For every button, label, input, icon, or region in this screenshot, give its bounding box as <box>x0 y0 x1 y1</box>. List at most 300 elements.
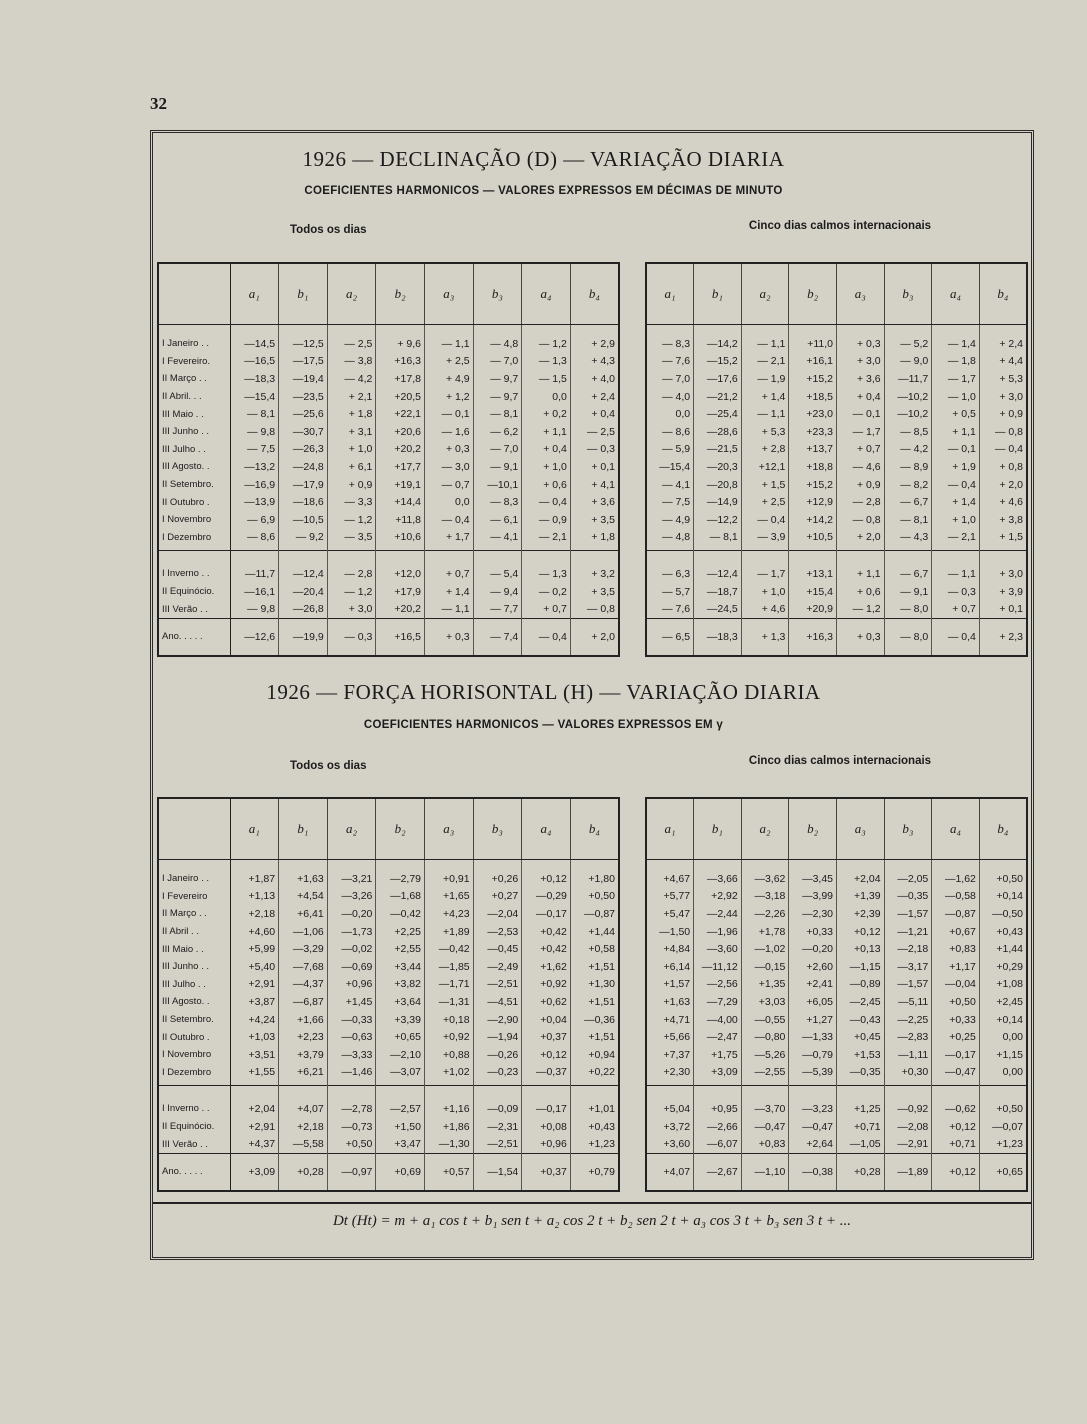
table-cell: — 0,4 <box>425 511 474 529</box>
table-cell: —24,8 <box>279 458 328 476</box>
table-cell: +6,14 <box>646 958 694 976</box>
table-cell: +15,4 <box>789 583 837 601</box>
table-cell: — 0,3 <box>570 441 619 459</box>
season-row <box>158 1118 619 1136</box>
table-cell: +3,51 <box>230 1046 279 1064</box>
month-row <box>158 325 619 353</box>
table-cell: +1,02 <box>425 1064 474 1086</box>
table-cell: —7,68 <box>279 958 328 976</box>
table-cell: + 0,4 <box>570 405 619 423</box>
table-cell: +0,12 <box>522 860 571 888</box>
table-cell: —6,07 <box>694 1135 742 1153</box>
table-cell: —0,55 <box>741 1011 789 1029</box>
table-cell: —1,33 <box>789 1028 837 1046</box>
column-header: b₂ <box>376 798 425 860</box>
season-row <box>646 583 1027 601</box>
table-cell: —20,4 <box>279 583 328 601</box>
table-cell: +3,09 <box>230 1153 279 1191</box>
table-cell: —0,62 <box>932 1086 980 1118</box>
table-cell: —5,58 <box>279 1135 328 1153</box>
page-number: 32 <box>150 94 167 113</box>
table-cell: + 3,6 <box>570 493 619 511</box>
column-header: b₂ <box>789 798 837 860</box>
table-cell: — 1,5 <box>522 370 571 388</box>
table-cell: —1,11 <box>884 1046 932 1064</box>
season-row <box>158 583 619 601</box>
year-row <box>646 618 1027 656</box>
table-cell: +1,44 <box>570 923 619 941</box>
table-cell: — 7,4 <box>473 618 522 656</box>
table-cell: + 0,9 <box>327 476 376 494</box>
month-row <box>158 1011 619 1029</box>
table-cell: +0,42 <box>522 923 571 941</box>
table-cell: +10,5 <box>789 529 837 551</box>
table-cell: +0,96 <box>522 1135 571 1153</box>
row-label: II Equinócio. <box>158 583 230 601</box>
table-cell: +4,71 <box>646 1011 694 1029</box>
month-row <box>646 458 1027 476</box>
month-row <box>646 1064 1027 1086</box>
table-cell: + 2,9 <box>570 325 619 353</box>
column-header: b₁ <box>279 798 328 860</box>
month-row <box>646 993 1027 1011</box>
harmonic-formula: Dt (Ht) = m + a₁ cos t + b₁ sen t + a₂ cos 2 t + b₂ sen 2 t + a₃ cos 3 t + b₃ sen 3 t + ... <box>332 1213 852 1229</box>
column-header: b₂ <box>789 263 837 325</box>
table-cell: +2,18 <box>279 1118 328 1136</box>
table-cell: +4,23 <box>425 905 474 923</box>
table-cell: +1,55 <box>230 1064 279 1086</box>
table-cell: +0,43 <box>570 1118 619 1136</box>
declination-left-label: Todos os dias <box>290 224 367 236</box>
table-cell: + 2,5 <box>425 353 474 371</box>
table-cell: —2,30 <box>789 905 837 923</box>
row-label: I Novembro <box>158 511 230 529</box>
column-header: b₄ <box>979 798 1027 860</box>
table-cell: —18,6 <box>279 493 328 511</box>
month-row <box>158 1064 619 1086</box>
table-cell: +13,1 <box>789 551 837 583</box>
table-cell: — 1,9 <box>741 370 789 388</box>
formula-separator <box>153 1202 1031 1204</box>
table-cell: +0,62 <box>522 993 571 1011</box>
table-cell: + 2,8 <box>741 441 789 459</box>
table-cell: —0,33 <box>327 1011 376 1029</box>
header-row <box>158 263 619 325</box>
table-cell: —10,5 <box>279 511 328 529</box>
table-cell: + 1,9 <box>932 458 980 476</box>
table-cell: —3,66 <box>694 860 742 888</box>
table-cell: — 8,1 <box>230 405 279 423</box>
table-cell: — 0,1 <box>425 405 474 423</box>
table-cell: —0,09 <box>473 1086 522 1118</box>
table-cell: — 9,8 <box>230 423 279 441</box>
month-row <box>158 976 619 994</box>
table-cell: + 1,8 <box>327 405 376 423</box>
table-cell: +3,72 <box>646 1118 694 1136</box>
table-cell: +10,6 <box>376 529 425 551</box>
table-cell: + 3,0 <box>979 388 1027 406</box>
table-cell: — 4,9 <box>646 511 694 529</box>
table-cell: —1,21 <box>884 923 932 941</box>
table-cell: +4,24 <box>230 1011 279 1029</box>
table-cell: —2,45 <box>837 993 885 1011</box>
table-cell: +1,39 <box>837 888 885 906</box>
row-label: II Setembro. <box>158 476 230 494</box>
month-row <box>158 476 619 494</box>
table-cell: — 7,6 <box>646 600 694 618</box>
table-cell: +0,92 <box>522 976 571 994</box>
table-cell: +3,39 <box>376 1011 425 1029</box>
table-cell: — 8,6 <box>230 529 279 551</box>
table-cell: +2,60 <box>789 958 837 976</box>
table-cell: —1,62 <box>932 860 980 888</box>
table-cell: — 2,1 <box>932 529 980 551</box>
season-row <box>158 1135 619 1153</box>
table-cell: + 1,4 <box>741 388 789 406</box>
table-cell: +0,37 <box>522 1153 571 1191</box>
row-label: I Janeiro . . <box>158 860 230 888</box>
table-cell: —1,71 <box>425 976 474 994</box>
month-row <box>646 441 1027 459</box>
force-subtitle: COEFICIENTES HARMONICOS — VALORES EXPRESSOS EM γ <box>363 719 724 731</box>
table-cell: +3,09 <box>694 1064 742 1086</box>
table-cell: — 1,2 <box>522 325 571 353</box>
table-cell: + 4,6 <box>979 493 1027 511</box>
table-cell: —4,37 <box>279 976 328 994</box>
table-cell: +1,66 <box>279 1011 328 1029</box>
column-header: b₁ <box>279 263 328 325</box>
table-cell: +2,45 <box>979 993 1027 1011</box>
month-row <box>158 511 619 529</box>
table-cell: 0,0 <box>646 405 694 423</box>
table-cell: +1,80 <box>570 860 619 888</box>
column-header: a₁ <box>646 798 694 860</box>
table-cell: — 0,8 <box>979 423 1027 441</box>
table-cell: + 1,8 <box>570 529 619 551</box>
season-row <box>646 1118 1027 1136</box>
table-cell: +3,47 <box>376 1135 425 1153</box>
table-cell: —3,33 <box>327 1046 376 1064</box>
table-cell: +23,3 <box>789 423 837 441</box>
table-cell: +0,22 <box>570 1064 619 1086</box>
table-cell: —1,94 <box>473 1028 522 1046</box>
table-cell: — 0,3 <box>932 583 980 601</box>
month-row <box>646 493 1027 511</box>
table-cell: — 4,8 <box>473 325 522 353</box>
table-cell: — 7,0 <box>646 370 694 388</box>
column-header: b₃ <box>884 263 932 325</box>
table-cell: —2,44 <box>694 905 742 923</box>
table-cell: —0,42 <box>376 905 425 923</box>
season-row <box>646 551 1027 583</box>
table-cell: + 3,1 <box>327 423 376 441</box>
table-cell: +0,50 <box>979 1086 1027 1118</box>
table-cell: + 4,0 <box>570 370 619 388</box>
table-cell: — 3,9 <box>741 529 789 551</box>
table-cell: —3,45 <box>789 860 837 888</box>
table-cell: —18,3 <box>694 618 742 656</box>
table-cell: +12,0 <box>376 551 425 583</box>
table-cell: — 9,2 <box>279 529 328 551</box>
table-cell: —0,15 <box>741 958 789 976</box>
table-cell: 0,0 <box>425 493 474 511</box>
table-cell: — 0,4 <box>932 476 980 494</box>
table-cell: — 7,0 <box>473 441 522 459</box>
table-cell: — 1,7 <box>741 551 789 583</box>
row-label: III Agosto. . <box>158 458 230 476</box>
table-cell: +0,28 <box>837 1153 885 1191</box>
table-cell: —0,35 <box>837 1064 885 1086</box>
table-cell: — 1,7 <box>932 370 980 388</box>
table-cell: + 1,1 <box>837 551 885 583</box>
month-row <box>158 405 619 423</box>
table-cell: +1,01 <box>570 1086 619 1118</box>
table-cell: +2,25 <box>376 923 425 941</box>
table-cell: +4,07 <box>279 1086 328 1118</box>
table-cell: —21,2 <box>694 388 742 406</box>
table-cell: — 3,0 <box>425 458 474 476</box>
force-calm-days-table <box>645 797 1028 1192</box>
table-cell: —0,80 <box>741 1028 789 1046</box>
table-cell: —3,23 <box>789 1086 837 1118</box>
table-cell: — 9,1 <box>884 583 932 601</box>
declination-all-days-table <box>157 262 620 657</box>
row-label: III Verão . . <box>158 600 230 618</box>
table-cell: +0,14 <box>979 888 1027 906</box>
table-cell: —1,96 <box>694 923 742 941</box>
month-row <box>646 1046 1027 1064</box>
table-cell: +4,07 <box>646 1153 694 1191</box>
table-cell: +0,67 <box>932 923 980 941</box>
table-cell: +11,8 <box>376 511 425 529</box>
table-cell: +2,04 <box>230 1086 279 1118</box>
table-cell: + 0,5 <box>932 405 980 423</box>
column-header: b₃ <box>473 263 522 325</box>
table-cell: +2,41 <box>789 976 837 994</box>
month-row <box>646 888 1027 906</box>
table-cell: —2,04 <box>473 905 522 923</box>
table-cell: —2,53 <box>473 923 522 941</box>
table-cell: — 0,8 <box>570 600 619 618</box>
table-cell: +0,33 <box>789 923 837 941</box>
row-label: III Junho . . <box>158 958 230 976</box>
month-row <box>646 476 1027 494</box>
month-row <box>646 511 1027 529</box>
table-cell: —0,89 <box>837 976 885 994</box>
table-cell: —1,10 <box>741 1153 789 1191</box>
table-cell: +6,21 <box>279 1064 328 1086</box>
table-cell: +0,26 <box>473 860 522 888</box>
column-header: a₃ <box>425 798 474 860</box>
table-cell: +1,23 <box>570 1135 619 1153</box>
table-cell: —4,00 <box>694 1011 742 1029</box>
table-cell: + 0,6 <box>837 583 885 601</box>
table-cell: — 0,4 <box>522 618 571 656</box>
table-cell: +17,8 <box>376 370 425 388</box>
month-row <box>646 370 1027 388</box>
header-blank <box>158 798 230 860</box>
table-cell: + 0,7 <box>837 441 885 459</box>
month-row <box>646 860 1027 888</box>
table-cell: — 8,0 <box>884 618 932 656</box>
table-cell: —18,3 <box>230 370 279 388</box>
table-cell: +0,14 <box>979 1011 1027 1029</box>
table-cell: + 1,4 <box>932 493 980 511</box>
table-cell: —0,47 <box>932 1064 980 1086</box>
month-row <box>646 976 1027 994</box>
table-cell: + 0,2 <box>522 405 571 423</box>
table-cell: +1,35 <box>741 976 789 994</box>
table-cell: +1,78 <box>741 923 789 941</box>
table-cell: —3,07 <box>376 1064 425 1086</box>
table-cell: +0,79 <box>570 1153 619 1191</box>
declination-right-label: Cinco dias calmos internacionais <box>748 220 932 232</box>
table-cell: —2,49 <box>473 958 522 976</box>
table-cell: —25,4 <box>694 405 742 423</box>
row-label: III Agosto. . <box>158 993 230 1011</box>
table-cell: +2,39 <box>837 905 885 923</box>
table-cell: +1,16 <box>425 1086 474 1118</box>
table-cell: + 1,1 <box>932 423 980 441</box>
table-cell: —0,92 <box>884 1086 932 1118</box>
month-row <box>646 958 1027 976</box>
table-cell: + 3,2 <box>570 551 619 583</box>
row-label: II Setembro. <box>158 1011 230 1029</box>
table-cell: +20,5 <box>376 388 425 406</box>
table-cell: —0,02 <box>327 940 376 958</box>
table-cell: +2,04 <box>837 860 885 888</box>
table-cell: +19,1 <box>376 476 425 494</box>
season-row <box>158 600 619 618</box>
table-cell: —2,08 <box>884 1118 932 1136</box>
table-cell: + 2,0 <box>837 529 885 551</box>
season-row <box>158 551 619 583</box>
table-cell: +0,83 <box>932 940 980 958</box>
table-cell: — 6,2 <box>473 423 522 441</box>
table-cell: +0,50 <box>327 1135 376 1153</box>
table-cell: — 1,8 <box>932 353 980 371</box>
table-cell: —0,87 <box>932 905 980 923</box>
table-cell: +2,30 <box>646 1064 694 1086</box>
header-row <box>646 263 1027 325</box>
table-cell: + 4,6 <box>741 600 789 618</box>
table-cell: + 0,9 <box>979 405 1027 423</box>
table-cell: — 1,4 <box>932 325 980 353</box>
table-cell: +2,23 <box>279 1028 328 1046</box>
row-label: III Maio . . <box>158 940 230 958</box>
row-label: I Novembro <box>158 1046 230 1064</box>
table-cell: + 2,0 <box>570 618 619 656</box>
table-cell: —0,69 <box>327 958 376 976</box>
table-cell: +12,9 <box>789 493 837 511</box>
table-cell: + 2,1 <box>327 388 376 406</box>
table-cell: —0,38 <box>789 1153 837 1191</box>
table-cell: +0,69 <box>376 1153 425 1191</box>
row-label: II Março . . <box>158 905 230 923</box>
table-cell: + 1,7 <box>425 529 474 551</box>
table-cell: +17,9 <box>376 583 425 601</box>
table-cell: —2,10 <box>376 1046 425 1064</box>
table-cell: +1,03 <box>230 1028 279 1046</box>
column-header: a₁ <box>646 263 694 325</box>
month-row <box>646 405 1027 423</box>
table-cell: +13,7 <box>789 441 837 459</box>
table-cell: —15,2 <box>694 353 742 371</box>
table-cell: +1,75 <box>694 1046 742 1064</box>
table-cell: —0,37 <box>522 1064 571 1086</box>
table-cell: —10,1 <box>473 476 522 494</box>
table-cell: — 8,0 <box>884 600 932 618</box>
row-label: I Dezembro <box>158 529 230 551</box>
table-cell: +20,9 <box>789 600 837 618</box>
table-cell: —2,56 <box>694 976 742 994</box>
table-cell: + 4,3 <box>570 353 619 371</box>
table-cell: — 4,6 <box>837 458 885 476</box>
column-header: a₃ <box>837 263 885 325</box>
table-cell: — 6,7 <box>884 493 932 511</box>
table-cell: + 1,2 <box>425 388 474 406</box>
table-cell: + 0,1 <box>570 458 619 476</box>
table-cell: +0,96 <box>327 976 376 994</box>
table-cell: +14,4 <box>376 493 425 511</box>
table-cell: —1,54 <box>473 1153 522 1191</box>
table-cell: +1,45 <box>327 993 376 1011</box>
month-row <box>158 860 619 888</box>
table-cell: — 2,8 <box>327 551 376 583</box>
table-cell: —12,2 <box>694 511 742 529</box>
table-cell: +0,18 <box>425 1011 474 1029</box>
table-cell: + 2,5 <box>741 493 789 511</box>
table-cell: — 0,4 <box>979 441 1027 459</box>
table-cell: —2,51 <box>473 1135 522 1153</box>
table-cell: —1,06 <box>279 923 328 941</box>
table-cell: +1,57 <box>646 976 694 994</box>
month-row <box>158 940 619 958</box>
table-cell: +1,44 <box>979 940 1027 958</box>
column-header: a₄ <box>522 798 571 860</box>
table-cell: +16,3 <box>789 618 837 656</box>
table-cell: + 6,1 <box>327 458 376 476</box>
month-row <box>646 529 1027 551</box>
table-cell: + 1,0 <box>327 441 376 459</box>
season-row <box>646 600 1027 618</box>
table-cell: — 8,1 <box>473 405 522 423</box>
table-cell: + 0,3 <box>837 325 885 353</box>
table-cell: +4,84 <box>646 940 694 958</box>
table-cell: +0,65 <box>376 1028 425 1046</box>
table-cell: +3,82 <box>376 976 425 994</box>
table-cell: 0,00 <box>979 1064 1027 1086</box>
table-cell: +1,63 <box>279 860 328 888</box>
table-cell: —0,26 <box>473 1046 522 1064</box>
table-cell: — 5,9 <box>646 441 694 459</box>
table-cell: +0,08 <box>522 1118 571 1136</box>
table-cell: — 8,9 <box>884 458 932 476</box>
table-cell: —3,26 <box>327 888 376 906</box>
table-cell: +0,50 <box>932 993 980 1011</box>
row-label: II Outubro . <box>158 1028 230 1046</box>
row-label: I Inverno . . <box>158 551 230 583</box>
month-row <box>646 325 1027 353</box>
table-cell: —1,57 <box>884 976 932 994</box>
table-cell: + 2,0 <box>979 476 1027 494</box>
row-label: III Verão . . <box>158 1135 230 1153</box>
table-cell: +16,3 <box>376 353 425 371</box>
row-label: I Inverno . . <box>158 1086 230 1118</box>
table-cell: +11,0 <box>789 325 837 353</box>
table-cell: +3,64 <box>376 993 425 1011</box>
row-label: II Março . . <box>158 370 230 388</box>
